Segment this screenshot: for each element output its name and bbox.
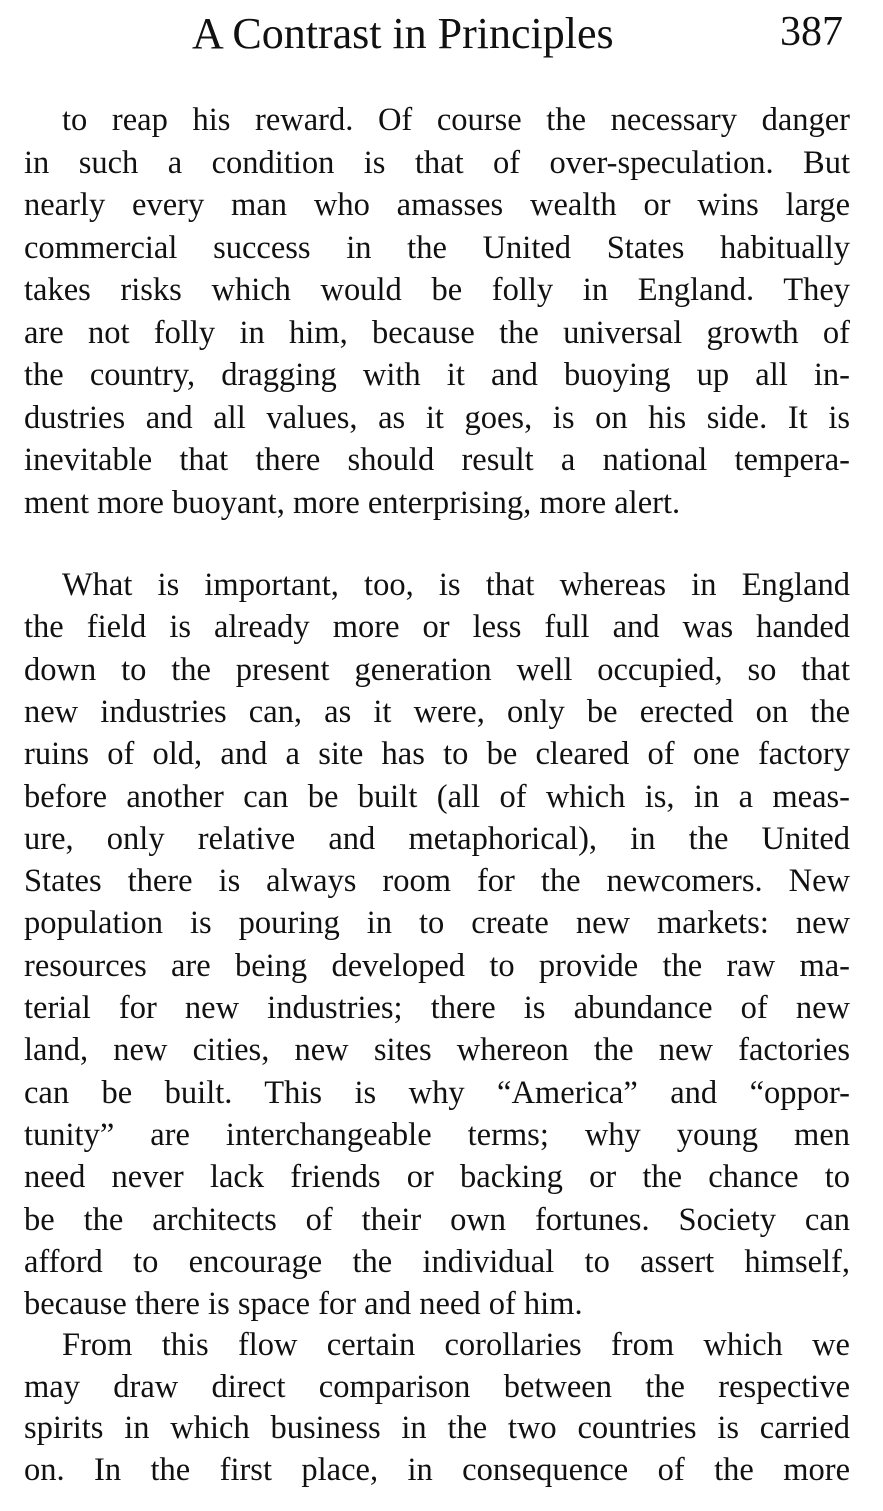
running-header-title: A Contrast in Principles [192,9,614,58]
text-line: new industries can, as it were, only be erected on the [24,693,850,730]
text-line: the country, dragging with it and buoying up all in- [24,357,850,394]
text-line: be the architects of their own fortunes. Society can [24,1201,850,1238]
text-line: can be built. This is why “America” and “oppor- [24,1074,850,1111]
text-line: ment more buoyant, more enterprising, more alert. [24,484,681,521]
text-line: dustries and all values, as it goes, is on his side. It is [24,399,850,436]
text-line: resources are being developed to provide the raw ma- [24,947,850,984]
text-line: takes risks which would be folly in England. They [24,272,850,309]
text-line: terial for new industries; there is abundance of new [24,990,850,1026]
text-line: may draw direct comparison between the respective [24,1368,850,1405]
text-line: to reap his reward. Of course the necessary danger [62,102,850,138]
text-line: the field is already more or less full and was handed [24,609,850,646]
text-line: States there is always room for the newcomers. New [24,863,850,900]
text-line: ure, only relative and metaphorical), in the United [24,820,850,857]
text-line: on. In the first place, in consequence of the more [24,1452,850,1489]
page-number: 387 [780,9,843,55]
text-line: spirits in which business in the two countries is carried [24,1410,850,1447]
text-line: in such a condition is that of over-speculation. But [24,144,850,181]
text-line: are not folly in him, because the universal growth of [24,314,850,351]
text-line: inevitable that there should result a national tempera- [24,442,850,479]
text-line: ruins of old, and a site has to be cleared of one factory [24,736,850,773]
text-line: tunity” are interchangeable terms; why young men [24,1116,850,1153]
text-line: From this flow certain corollaries from which we [62,1327,850,1363]
text-line: population is pouring in to create new markets: new [24,905,850,942]
text-line: need never lack friends or backing or the chance to [24,1159,850,1196]
text-line: commercial success in the United States habitually [24,229,850,266]
text-line: afford to encourage the individual to assert himself, [24,1243,850,1280]
text-line: What is important, too, is that whereas in England [62,567,850,603]
text-line: nearly every man who amasses wealth or wins large [24,187,850,224]
text-line: down to the present generation well occupied, so that [24,651,850,688]
text-line: because there is space for and need of him. [24,1286,583,1323]
text-line: land, new cities, new sites whereon the new factories [24,1032,850,1069]
text-line: before another can be built (all of which is, in a meas- [24,778,850,815]
